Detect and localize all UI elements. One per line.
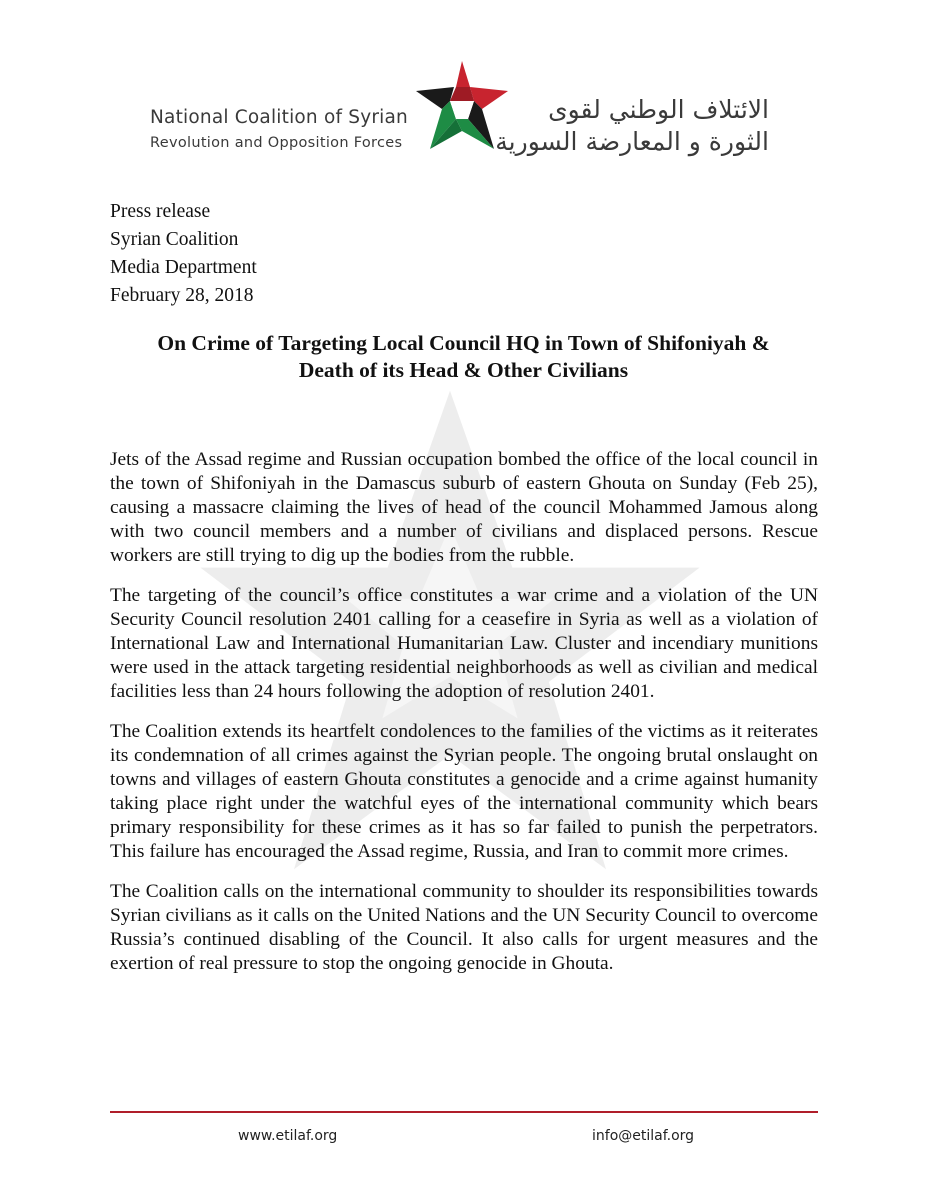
page-title <box>60 330 867 384</box>
release-department: Media Department <box>110 257 257 278</box>
release-meta <box>110 198 257 310</box>
release-date: February 28, 2018 <box>110 285 254 306</box>
letterhead <box>0 55 927 165</box>
footer-website-link[interactable]: www.etilaf.org <box>238 1128 338 1144</box>
release-type: Press release <box>110 201 211 222</box>
title-line-2: Death of its Head & Other Civilians <box>298 358 629 382</box>
title-line-1: On Crime of Targeting Local Council HQ in Town of Shifoniyah & <box>157 331 770 355</box>
org-name-arabic-line1: الائتلاف الوطني لقوى <box>548 95 769 124</box>
org-name-english-line1: National Coalition of Syrian <box>150 107 408 128</box>
body-paragraph-3: The Coalition extends its heartfelt condolences to the families of the victims as it reiterates its condemnation of all crimes against the Syrian people. The ongoing brutal onslaught on towns and villages of eastern Ghouta constitutes a genocide and a crime against humanity taking place right under the watchful eyes of the international community which bears primary responsibility for these crimes as it has so far failed to punish the perpetrators. This failure has encouraged the Assad regime, Russia, and Iran to commit more crimes. <box>110 721 818 862</box>
body-paragraph-4: The Coalition calls on the international community to shoulder its responsibilities towards Syrian civilians as it calls on the United Nations and the UN Security Council to overcome Russia’s continued disabling of the Council. It also calls for urgent measures and the exertion of real pressure to stop the ongoing genocide in Ghouta. <box>110 881 818 974</box>
footer-divider <box>110 1111 818 1113</box>
release-body <box>110 448 818 992</box>
footer-email-link[interactable]: info@etilaf.org <box>592 1128 695 1144</box>
release-org: Syrian Coalition <box>110 229 239 250</box>
org-name-english-line2: Revolution and Opposition Forces <box>150 135 403 151</box>
body-paragraph-2: The targeting of the council’s office constitutes a war crime and a violation of the UN Security Council resolution 2401 calling for a ceasefire in Syria as well as a violation of International Law and International Humanitarian Law. Cluster and incendiary munitions were used in the attack targeting residential neighborhoods as well as civilian and medical facilities less than 24 hours following the adoption of resolution 2401. <box>110 585 818 702</box>
org-name-arabic-line2: الثورة و المعارضة السورية <box>495 127 769 156</box>
body-paragraph-1: Jets of the Assad regime and Russian occupation bombed the office of the local council in the town of Shifoniyah in the Damascus suburb of eastern Ghouta on Sunday (Feb 25), causing a massacre claiming the lives of head of the council Mohammed Jamous along with two council members and a number of civilians and displaced persons. Rescue workers are still trying to dig up the bodies from the rubble. <box>110 449 818 566</box>
